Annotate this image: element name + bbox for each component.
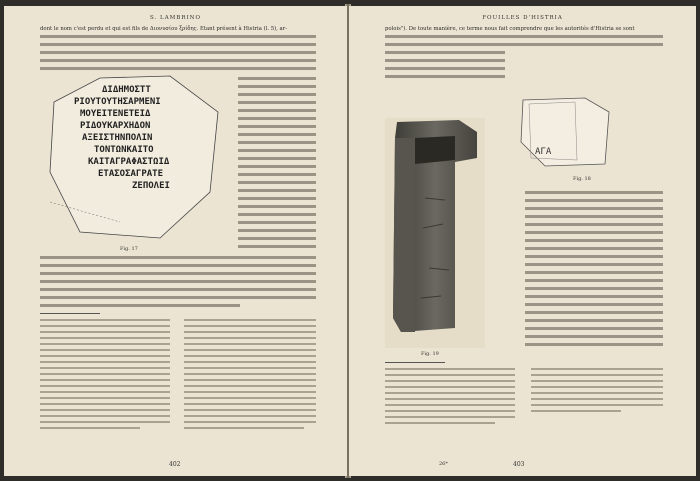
right-page [349,6,696,476]
right-running-head: FOUILLES D'HISTRIA [482,15,563,21]
left-first-line: dont le nom c'est perdu et qui est fils de Διονυσίου ξρίδης. Etant présent à Histria (l. 5), ar- [40,26,287,32]
inscription-line: ΚΑΙΤΑΓΡΑΦΑΣΤΩΙΔ [88,157,170,167]
inscription-line: ΑΞΕΙΣΤΗΝΠΟΛΙΝ [82,133,153,143]
inscription-line: ΕΤΑΣΟΣΑΓΡΑΤΕ [98,169,164,179]
right-page-number: 403 [513,461,525,468]
inscription-line: ΖΕΠΟΛΕΙ [132,181,170,191]
stone-photo [385,118,485,348]
inscription-line: ΔΙΔΗΜΟΣΤΤ [102,85,151,95]
fig17-caption: Fig. 17 [120,246,138,252]
inscription-line: ΤΟΝΤΩΝΚΑΙΤΟ [94,145,154,155]
signature-mark: 26* [439,461,448,467]
footnote-rule [40,313,100,314]
inscription-drawing [40,72,220,242]
svg-text:ΑΓΑ: ΑΓΑ [535,147,552,157]
fragment-drawing [515,92,615,172]
right-first-line: polois"). De toute manière, ce terme nous fait comprendre que les autorités d'Histria se sont [385,26,635,32]
left-page [4,6,347,476]
left-running-head: S. LAMBRINO [149,15,201,21]
inscription-line: ΜΟΥΕΙΤΕΝΕΤΕΙΔ [80,109,151,119]
inscription-line: ΡΙΔΟΥΚΑΡΧΗΔΟΝ [80,121,151,131]
inscription-line: ΡΙΟΥΤΟΥΤΗΣΑΡΜΕΝΙ [74,97,161,107]
footnote-rule [385,362,445,363]
fig19-caption: Fig. 19 [421,351,439,357]
left-page-number: 402 [169,461,181,468]
fig18-caption: Fig. 18 [573,176,591,182]
